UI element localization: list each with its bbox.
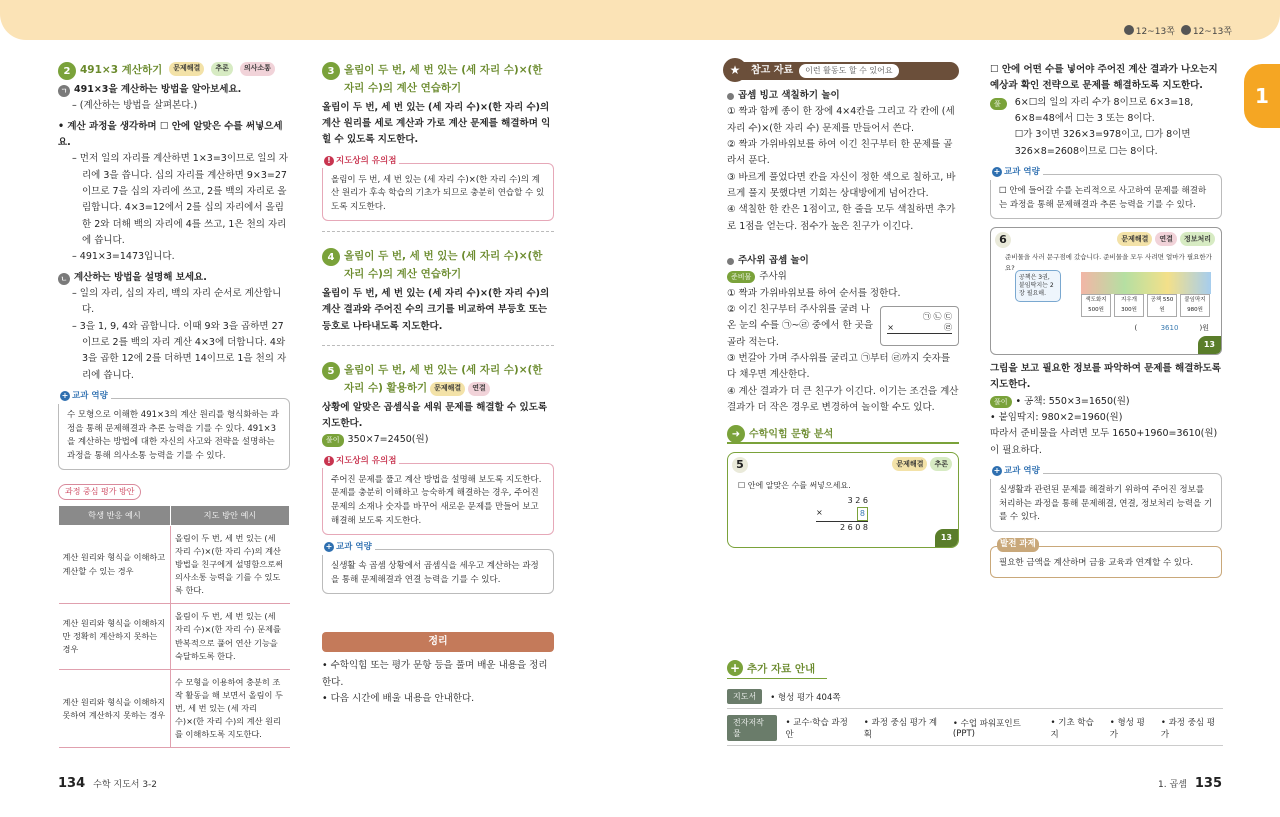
tag: 연결 <box>1155 232 1177 246</box>
solution-label: 풀이 <box>322 434 344 446</box>
competency-box: + 교과 역량 실생활과 관련된 문제를 해결하기 위하여 주어진 정보를 처리하는 과정을 통해 문제해결, 연결, 정보처리 능력을 기를 수 있다. <box>990 473 1222 532</box>
competency-box: + 교과 역량 실생활 속 곱셈 상황에서 곱셈식을 세우고 계산하는 과정을 통해 문제해결과 연결 능력을 기를 수 있다. <box>322 549 554 594</box>
resource-row: 지도서 • 형성 평가 404쪽 <box>727 689 1223 709</box>
table-row: 계산 원리와 형식을 이해하지만 정확히 계산하지 못하는 경우 올림이 두 번, 세 번 있는 (세 자리 수)×(한 자리 수) 문제를 반복적으로 풀어 연산 기능을 숙달하도록 한다. <box>59 604 290 670</box>
chapter-title: 1. 곱셈 <box>1158 780 1187 790</box>
tag: 의사소통 <box>240 62 275 76</box>
column-2 <box>322 62 554 707</box>
plus-icon: + <box>993 166 1001 176</box>
prep-label: 준비물 <box>727 271 755 283</box>
multiplication-diagram: 3 2 6 × 8 2 6 0 8 <box>816 496 868 533</box>
section-5-title: 5 올림이 두 번, 세 번 있는 (세 자리 수)×(한 자리 수) 활용하기 문제해결 연결 <box>322 362 554 398</box>
price-labels: 색도화지 500원 지우개 300원 공책 550원 붙임딱지 980원 <box>1081 294 1210 317</box>
section-number: 3 <box>322 62 340 80</box>
tag: 추론 <box>930 457 952 471</box>
bullet: • 계산 과정을 생각하며 ☐ 안에 알맞은 수를 써넣으세요. <box>58 120 283 148</box>
solution-line: • 붙임딱지: 980×2=1960(원) <box>990 412 1123 424</box>
question-1: ㄱ 491×3을 계산하는 방법을 알아보세요. <box>58 82 290 98</box>
activity-1-title: 곱셈 빙고 색칠하기 놀이 <box>727 88 959 104</box>
solution-label: 풀이 <box>990 396 1012 408</box>
extra-resources-title: + 추가 자료 안내 <box>727 660 827 679</box>
problem-text: 준비물을 사러 문구점에 갔습니다. 준비물을 모두 사려면 얼마가 필요한가요? <box>1005 253 1212 273</box>
tag: 문제해결 <box>169 62 204 76</box>
solution-line: 따라서 준비물을 사려면 모두 1650+1960=3610(원)이 필요하다. <box>990 428 1218 456</box>
problem-6-box <box>990 227 1222 355</box>
speech-bubble: 공책은 3권, 붙임딱지는 2장 필요해. <box>1015 270 1061 301</box>
closing-header: 정리 <box>322 632 554 652</box>
divider <box>322 345 554 346</box>
page-number: 134 <box>58 776 86 791</box>
solution-text: 350×7=2450(원) <box>347 434 429 446</box>
tag: 문제해결 <box>1117 232 1152 246</box>
book-title: 수학 지도서 3-2 <box>93 780 158 790</box>
step: ④ 계산 결과가 더 큰 친구가 이긴다. 이기는 조건을 계산 결과가 더 작은 경우로 변경하여 놀이할 수도 있다. <box>727 385 959 413</box>
step: ③ 번갈아 가며 주사위를 굴리고 ㉠부터 ㉣까지 숫자를 다 채우면 계산한다. <box>727 352 951 381</box>
step: ③ 바르게 풀었다면 칸을 자신이 정한 색으로 칠하고, 바르게 풀지 못했다면 기회는 상대방에게 넘어간다. <box>727 171 956 199</box>
table-row: 계산 원리와 형식을 이해하지 못하여 계산하지 못하는 경우 수 모형을 이용하여 충분히 조작 활동을 해 보면서 올림이 두 번, 세 번 있는 (세 자리 수)×(한 자리 수)의 계산 원리를 이해하도록 지도한다. <box>59 669 290 748</box>
answer: – (계산하는 방법을 살펴본다.) <box>72 100 198 112</box>
alert-icon: ! <box>324 156 334 166</box>
tag: 연결 <box>468 382 490 396</box>
closing-item: • 수학익힘 또는 평가 문항 등을 풀며 배운 내용을 정리한다. <box>322 660 548 688</box>
divider <box>322 231 554 232</box>
closing-item: • 다음 시간에 배울 내용을 안내한다. <box>322 693 475 705</box>
problem-text: ☐ 안에 알맞은 수를 써넣으세요. <box>738 481 851 491</box>
step: ④ 색칠한 한 칸은 1점이고, 한 줄을 모두 색칠하면 추가로 1점을 얻는다. 점수가 높은 친구가 이긴다. <box>727 204 956 232</box>
alert-icon: ! <box>324 456 334 466</box>
column-3: ★ 참고 자료 이런 활동도 할 수 있어요 곱셈 빙고 색칠하기 놀이 ① 짝과 함께 종이 한 장에 4×4칸을 그리고 각 칸에 (세 자리 수)×(한 자리 수) 문제를 만들어서 쓴다. ② 짝과 가위바위보를 하여 이긴 친구부터 한 문제를 골라서 푼다. ③ 바르게 풀었다면 칸을 자신이 정한 색으로 칠하고, 바르게 풀지 못했다면 기회는 상대방에게 넘어간다. ④ 색칠한 한 칸은 1점이고, 한 줄을 모두 색칠하면 추가로 1점을 얻는다. 점수가 높은 친구가 이긴다. 주사위 곱셈 놀이 준비물 주사위 ① 짝과 가위바위보를 하여 순서를 정한다. ② 이긴 친구부터 주사위를 굴려 나온 눈의 수를 ㉠~㉣ 중에서 한 곳을 골라 적는다. ㉠ ㉡ ㉢ × ㉣ ③ 번갈아 가며 주사위를 굴리고 ㉠부터 ㉣까지 숫자를 다 채우면 계산한다. ④ 계산 결과가 더 큰 친구가 이긴다. 이기는 조건을 계산 결과가 더 작은 경우로 변경하여 놀이할 수도 있다. ➜ 수학익힘 문항 분석 5 문제해결 추론 ☐ 안에 알맞은 수를 써넣으세요. 3 2 6 × 8 2 6 0 8 13 <box>727 62 959 548</box>
footer-right <box>1158 776 1222 791</box>
answer-line: ( 3610 )원 <box>1134 324 1209 333</box>
plus-icon: + <box>727 660 743 676</box>
page-reference <box>1124 24 1232 37</box>
section-4-title: 4 올림이 두 번, 세 번 있는 (세 자리 수)×(한 자리 수)의 계산 연습하기 <box>322 248 554 284</box>
star-icon: ★ <box>723 58 747 82</box>
workbook-analysis-header: ➜ 수학익힘 문항 분석 <box>727 426 959 444</box>
tag: 정보처리 <box>1180 232 1215 246</box>
competency-box: + 교과 역량 ☐ 안에 들어갈 수를 논리적으로 사고하여 문제를 해결하는 과정을 통해 문제해결과 추론 능력을 기를 수 있다. <box>990 174 1222 219</box>
section-number: 5 <box>322 362 340 380</box>
top-band <box>0 0 1280 40</box>
column-4: ☐ 안에 어떤 수를 넣어야 주어진 계산 결과가 나오는지 예상과 확인 전략으로 문제를 해결하도록 지도한다. 풀이 6×☐의 일의 자리 수가 8이므로 6×3=18, 6×8=48에서 ☐는 3 또는 8이다. ☐가 3이면 326×3=978이고, ☐가 8이면 326×8=2608이므로 ☐는 8이다. + 교과 역량 ☐ 안에 들어갈 수를 논리적으로 사고하여 문제를 해결하는 과정을 통해 문제해결과 추론 능력을 기를 수 있다. 6 문제해결 연결 정보처리 준비물을 사러 문구점에 갔습니다. 준비물을 모두 사려면 얼마가 필요한가요? 공책은 3권, 붙임딱지는 2장 필요해. 색도화지 500원 지우개 300원 공책 550원 붙임딱지 980원 ( 3610 )원 13 그림을 보고 필요한 정보를 파악하여 문제를 해결하도록 지도한다. 풀이 • 공책: 550×3=1650(원) • 붙임딱지: 980×2=1960(원) 따라서 준비물을 사려면 모두 1650+1960=3610(원)이 필요하다. + 교과 역량 실생활과 관련된 문제를 해결하기 위하여 주어진 정보를 처리하는 과정을 통해 문제해결, 연결, 정보처리 능력을 기를 수 있다. 발전 과제 필요한 금액을 계산하며 금융 교육과 연계할 수 있다. <box>990 62 1222 578</box>
question-marker-icon: ㄱ <box>58 85 70 97</box>
section-2-title: 2 491×3 계산하기 문제해결 추론 의사소통 <box>58 62 290 80</box>
evaluation-table: 학생 반응 예시 지도 방안 예시 계산 원리와 형식을 이해하고 계산할 수 있는 경우 올림이 두 번, 세 번 있는 (세 자리 수)×(한 자리 수)의 계산 방법을 친구에게 설명함으로써 의사소통 능력을 기를 수 있도록 한다. 계산 원리와 형식을 이해하지만 정확히 계산하지 못하는 경우 올림이 두 번, 세 번 있는 (세 자리 수)×(한 자리 수) 문제를 반복적으로 풀어 연산 기능을 숙달하도록 한다. 계산 원리와 형식을 이해하지 못하여 계산하지 못하는 경우 수 모형을 이용하여 충분히 조작 활동을 해 보면서 올림이 두 번, 세 번 있는 (세 자리 수)×(한 자리 수)의 계산 원리를 이해하도록 지도한다. <box>58 505 290 749</box>
resource-row: 전자저작물 • 교수·학습 과정안 • 과정 중심 평가 계획 • 수업 파워포인트(PPT) • 기초 학습지 • 형성 평가 • 과정 중심 평가 <box>727 715 1223 746</box>
activity-2-title: 주사위 곱셈 놀이 <box>727 253 959 269</box>
section-text: 상황에 알맞은 곱셈식을 세워 문제를 해결할 수 있도록 지도한다. <box>322 401 548 430</box>
tag: 문제해결 <box>430 382 465 396</box>
page-tag: 13 <box>935 529 958 547</box>
step: ① 짝과 함께 종이 한 장에 4×4칸을 그리고 각 칸에 (세 자리 수)×(한 자리 수) 문제를 만들어서 쓴다. <box>727 106 955 134</box>
evaluation-tag: 과정 중심 평가 방안 <box>58 484 141 500</box>
dice-diagram: ㉠ ㉡ ㉢ × ㉣ <box>880 306 959 346</box>
competency-box: + 교과 역량 수 모형으로 이해한 491×3의 계산 원리를 형식화하는 과정을 통해 문제해결과 추론 능력을 기를 수 있다. 491×3을 계산하는 방법에 대한 자신의 사고와 전략을 설명하는 과정을 통해 의사소통 능력을 기를 수 있다. <box>58 398 290 470</box>
step: ① 짝과 가위바위보를 하여 순서를 정한다. <box>727 287 901 299</box>
extra-resources <box>727 660 1223 746</box>
chapter-tab: 1 <box>1244 64 1280 128</box>
teaching-note: ! 지도상의 유의점 올림이 두 번, 세 번 있는 (세 자리 수)×(한 자리 수)의 계산 원리가 후속 학습의 기초가 되므로 충분히 연습할 수 있도록 지도한다. <box>322 163 554 222</box>
column-1 <box>58 62 290 748</box>
plus-icon: + <box>61 390 69 400</box>
table-row: 계산 원리와 형식을 이해하고 계산할 수 있는 경우 올림이 두 번, 세 번 있는 (세 자리 수)×(한 자리 수)의 계산 방법을 친구에게 설명함으로써 의사소통 능력을 기를 수 있도록 한다. <box>59 525 290 604</box>
bullet-icon <box>727 93 734 100</box>
extension-box: 발전 과제 필요한 금액을 계산하며 금융 교육과 연계할 수 있다. <box>990 546 1222 578</box>
problem-5-box <box>727 452 959 548</box>
section-text: ☐ 안에 어떤 수를 넣어야 주어진 계산 결과가 나오는지 예상과 확인 전략으로 문제를 해결하도록 지도한다. <box>990 64 1218 92</box>
explanation: – 491×3=1473입니다. <box>72 251 175 263</box>
answer-box: 8 <box>857 507 868 521</box>
textbook-icon <box>1124 25 1134 35</box>
section-3-title: 3 올림이 두 번, 세 번 있는 (세 자리 수)×(한 자리 수)의 계산 연습하기 <box>322 62 554 98</box>
problem-number: 6 <box>995 232 1011 248</box>
explanation: – 3을 1, 9, 4와 곱합니다. 이때 9와 3을 곱하면 27이므로 2를 백의 자리 계산 4×3에 더합니다. 4와 3을 곱한 12에 2를 더하면 14이므로 1을 천의 자리에 씁니다. <box>72 320 287 381</box>
section-text: 올림이 두 번, 세 번 있는 (세 자리 수)×(한 자리 수)의 계산 결과와 주어진 수의 크기를 비교하여 부등호 또는 등호로 나타내도록 지도한다. <box>322 288 550 332</box>
explanation: – 일의 자리, 십의 자리, 백의 자리 순서로 계산합니다. <box>72 287 282 316</box>
explanation: – 먼저 일의 자리를 계산하면 1×3=3이므로 일의 자리에 3을 씁니다. 십의 자리를 계산하면 9×3=27이므로 7을 십의 자리에 쓰고, 2를 백의 자리로 올림합니다. 4×3=12에서 2를 십의 자리에서 올림한 2와 더해 백의 자리에 4를 쓰고, 1은 천의 자리에 씁니다. <box>72 153 288 246</box>
teaching-note: ! 지도상의 유의점 주어진 문제를 풀고 계산 방법을 설명해 보도록 지도한다. 문제를 충분히 이해하고 능숙하게 해결하는 경우, 주어진 문제의 소재나 숫자를 바꾸어 새로운 문제를 만들어 보고 해결해 보도록 지도한다. <box>322 463 554 535</box>
tag: 추론 <box>211 62 233 76</box>
workbook-ref: 12~13쪽 <box>1192 27 1232 37</box>
question-marker-icon: ㄴ <box>58 273 70 285</box>
arrow-icon: ➜ <box>727 425 745 443</box>
tag: 문제해결 <box>892 457 927 471</box>
section-text: 그림을 보고 필요한 정보를 파악하여 문제를 해결하도록 지도한다. <box>990 363 1221 391</box>
workbook-icon <box>1181 25 1191 35</box>
question-2: ㄴ 계산하는 방법을 설명해 보세요. <box>58 270 290 286</box>
section-number: 4 <box>322 248 340 266</box>
footer-left <box>58 776 157 791</box>
step: ② 짝과 가위바위보를 하여 이긴 친구부터 한 문제를 골라서 푼다. <box>727 138 953 167</box>
section-number: 2 <box>58 62 76 80</box>
section-text: 올림이 두 번, 세 번 있는 (세 자리 수)×(한 자리 수)의 계산 원리를 세로 계산과 가로 계산 문제를 해결하며 익힐 수 있도록 지도한다. <box>322 101 551 146</box>
page-tag: 13 <box>1198 336 1221 354</box>
page-number: 135 <box>1194 776 1222 791</box>
problem-number: 5 <box>732 457 748 473</box>
plus-icon: + <box>993 466 1001 476</box>
bullet-icon <box>727 258 734 265</box>
shop-illustration <box>1081 272 1211 294</box>
textbook-ref: 12~13쪽 <box>1135 27 1175 37</box>
plus-icon: + <box>325 542 333 552</box>
solution-label: 풀이 <box>990 98 1007 110</box>
reference-header: ★ 참고 자료 이런 활동도 할 수 있어요 <box>727 62 959 80</box>
step: ② 이긴 친구부터 주사위를 굴려 나온 눈의 수를 ㉠~㉣ 중에서 한 곳을 골라 적는다. <box>727 303 874 348</box>
